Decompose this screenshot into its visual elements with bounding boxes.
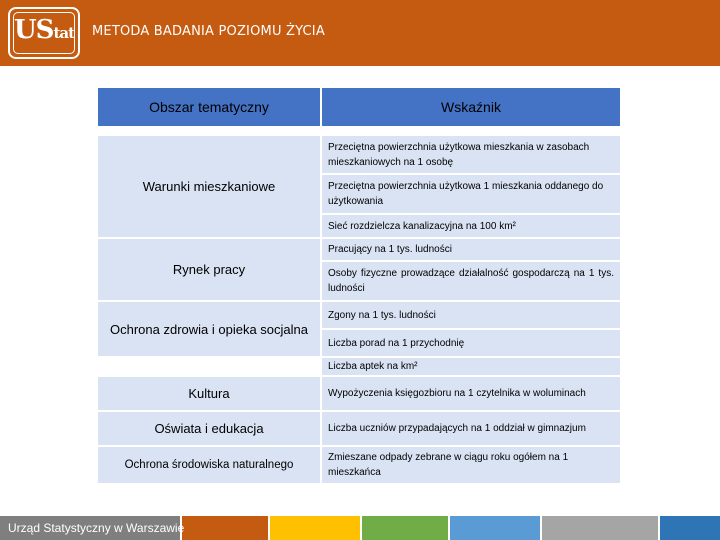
footer-segment xyxy=(270,516,360,540)
indicator-cell: Wypożyczenia księgozbioru na 1 czytelnika w woluminach xyxy=(322,377,620,410)
indicator-cell: Pracujący na 1 tys. ludności xyxy=(322,239,620,260)
area-cell: Rynek pracy xyxy=(98,239,320,300)
indicator-cell: Przeciętna powierzchnia użytkowa mieszkania w zasobach mieszkaniowych na 1 osobę xyxy=(322,136,620,173)
footer-segment xyxy=(450,516,540,540)
table-header-row xyxy=(98,88,620,126)
header-indicator: Wskaźnik xyxy=(322,88,620,126)
area-cell: Ochrona zdrowia i opieka socjalna xyxy=(98,302,320,356)
indicator-cell: Zmieszane odpady zebrane w ciągu roku ogółem na 1 mieszkańca xyxy=(322,447,620,483)
footer-label: Urząd Statystyczny w Warszawie xyxy=(8,521,185,535)
table-row xyxy=(98,302,620,328)
footer-segment xyxy=(182,516,268,540)
table-row xyxy=(98,412,620,445)
area-cell: Ochrona środowiska naturalnego xyxy=(98,447,320,483)
table-row xyxy=(98,239,620,260)
indicator-cell: Liczba uczniów przypadających na 1 oddział w gimnazjum xyxy=(322,412,620,445)
indicator-cell: Osoby fizyczne prowadzące działalność gospodarczą na 1 tys. ludności xyxy=(322,262,620,300)
ustat-logo xyxy=(8,7,80,59)
indicator-table xyxy=(96,86,622,485)
logo-lettering: UStat xyxy=(13,15,75,45)
indicator-cell: Liczba aptek na km² xyxy=(322,358,620,375)
empty-cell xyxy=(98,358,320,375)
indicator-cell: Sieć rozdzielcza kanalizacyjna na 100 km² xyxy=(322,215,620,237)
indicator-cell: Przeciętna powierzchnia użytkowa 1 mieszkania oddanego do użytkowania xyxy=(322,175,620,213)
table-row xyxy=(98,358,620,375)
indicator-cell: Zgony na 1 tys. ludności xyxy=(322,302,620,328)
table-row xyxy=(98,377,620,410)
page-title: METODA BADANIA POZIOMU ŻYCIA xyxy=(92,24,325,39)
footer-bar xyxy=(0,516,720,540)
area-cell: Warunki mieszkaniowe xyxy=(98,136,320,237)
area-cell: Oświata i edukacja xyxy=(98,412,320,445)
footer-segment xyxy=(362,516,448,540)
header-bar xyxy=(0,0,720,66)
footer-segment xyxy=(660,516,720,540)
footer-segment xyxy=(542,516,658,540)
table-row xyxy=(98,447,620,483)
area-cell: Kultura xyxy=(98,377,320,410)
header-area: Obszar tematyczny xyxy=(98,88,320,126)
table-row xyxy=(98,136,620,173)
indicator-cell: Liczba porad na 1 przychodnię xyxy=(322,330,620,356)
